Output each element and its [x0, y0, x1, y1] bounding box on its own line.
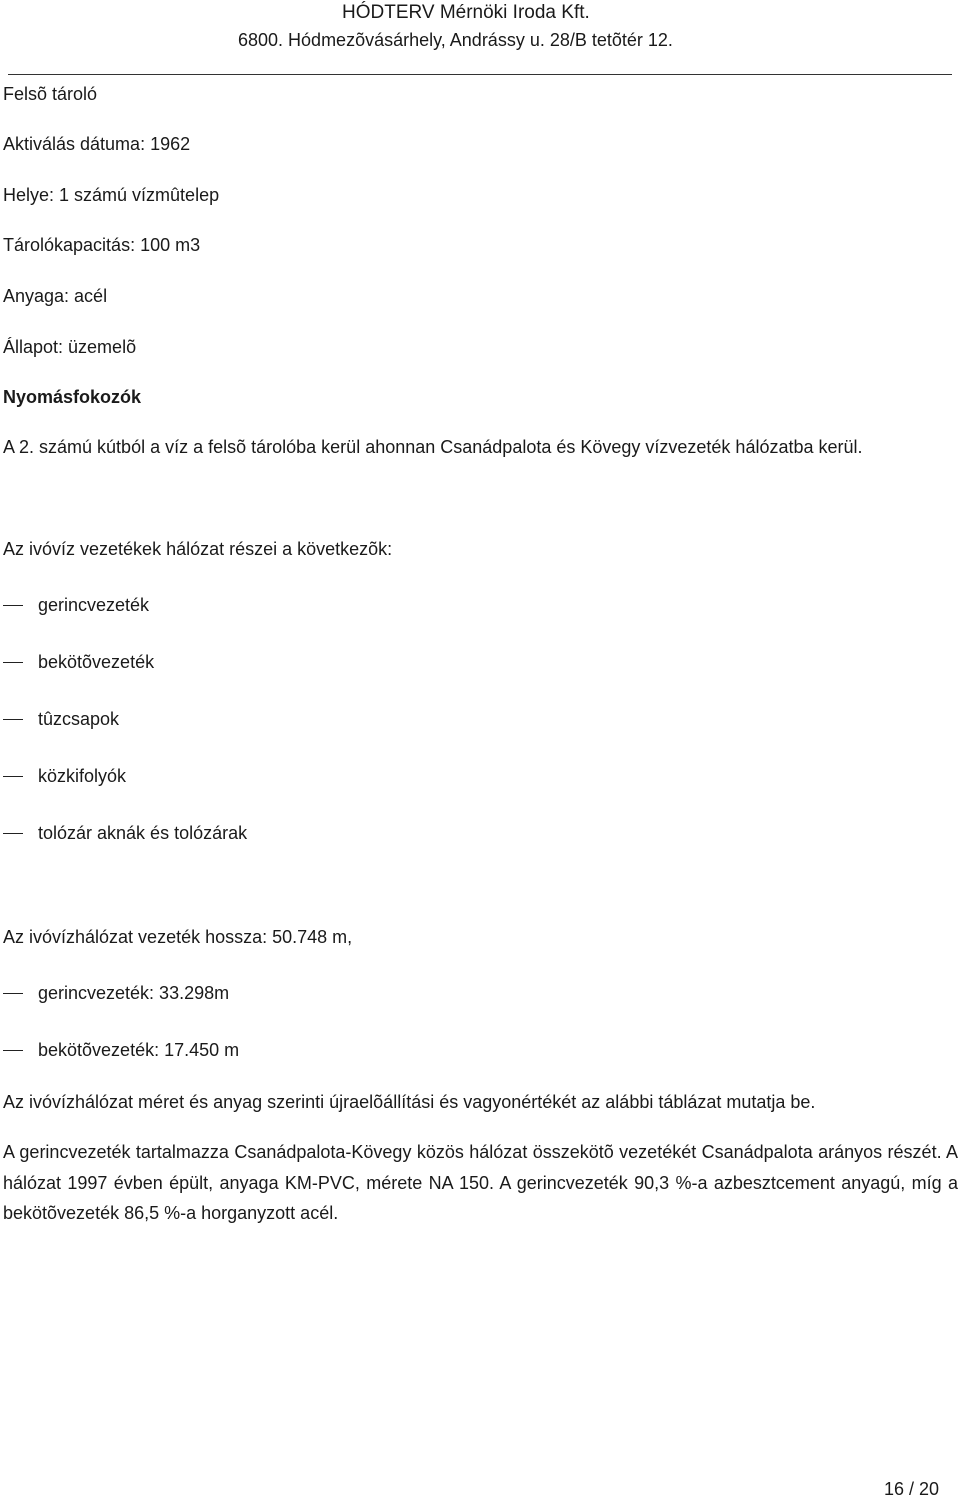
storage-status: Állapot: üzemelõ: [3, 337, 137, 357]
bullet-dash: [3, 993, 23, 994]
network-length: Az ivóvízhálózat vezeték hossza: 50.748 m,: [3, 927, 353, 947]
network-part: közkifolyók: [38, 766, 127, 786]
bullet-dash: [3, 662, 23, 663]
network-paragraph: A gerincvezeték tartalmazza Csanádpalota-Kövegy közös hálózat összekötõ vezetékét Csanádpalota arányos részét. A hálózat 1997 évben épült, anyaga KM-PVC, mérete NA 150. A gerincvezeték 90,3 %-a azbesztcement anyagú, míg a bekötõvezeték 86,5 %-a horganyzott acél.: [3, 1142, 958, 1223]
network-part: gerincvezeték: [38, 595, 150, 615]
network-part: bekötõvezeték: [38, 652, 155, 672]
bullet-dash: [3, 776, 23, 777]
company-address: 6800. Hódmezõvásárhely, Andrássy u. 28/B tetõtér 12.: [238, 30, 673, 50]
storage-material: Anyaga: acél: [3, 286, 108, 306]
bullet-dash: [3, 1050, 23, 1051]
bullet-dash: [3, 719, 23, 720]
company-name: HÓDTERV Mérnöki Iroda Kft.: [342, 2, 590, 23]
network-intro: Az ivóvíz vezetékek hálózat részei a következõk:: [3, 539, 393, 559]
booster-title: Nyomásfokozók: [3, 387, 142, 407]
length-item: gerincvezeték: 33.298m: [38, 983, 230, 1003]
storage-location: Helye: 1 számú vízmûtelep: [3, 185, 220, 205]
length-item: bekötõvezeték: 17.450 m: [38, 1040, 240, 1060]
booster-text: A 2. számú kútból a víz a felsõ tárolóba kerül ahonnan Csanádpalota és Kövegy vízvezeték hálózatba kerül.: [3, 437, 863, 457]
storage-title: Felsõ tároló: [3, 84, 98, 104]
network-part: tolózár aknák és tolózárak: [38, 823, 248, 843]
network-part: tûzcsapok: [38, 709, 120, 729]
bullet-dash: [3, 605, 23, 606]
storage-activation: Aktiválás dátuma: 1962: [3, 134, 191, 154]
table-note: Az ivóvízhálózat méret és anyag szerinti újraelõállítási és vagyonértékét az alábbi táblázat mutatja be.: [3, 1092, 816, 1112]
storage-capacity: Tárolókapacitás: 100 m3: [3, 235, 201, 255]
header-divider: [8, 74, 952, 75]
page-number: 16 / 20: [884, 1479, 940, 1499]
bullet-dash: [3, 833, 23, 834]
